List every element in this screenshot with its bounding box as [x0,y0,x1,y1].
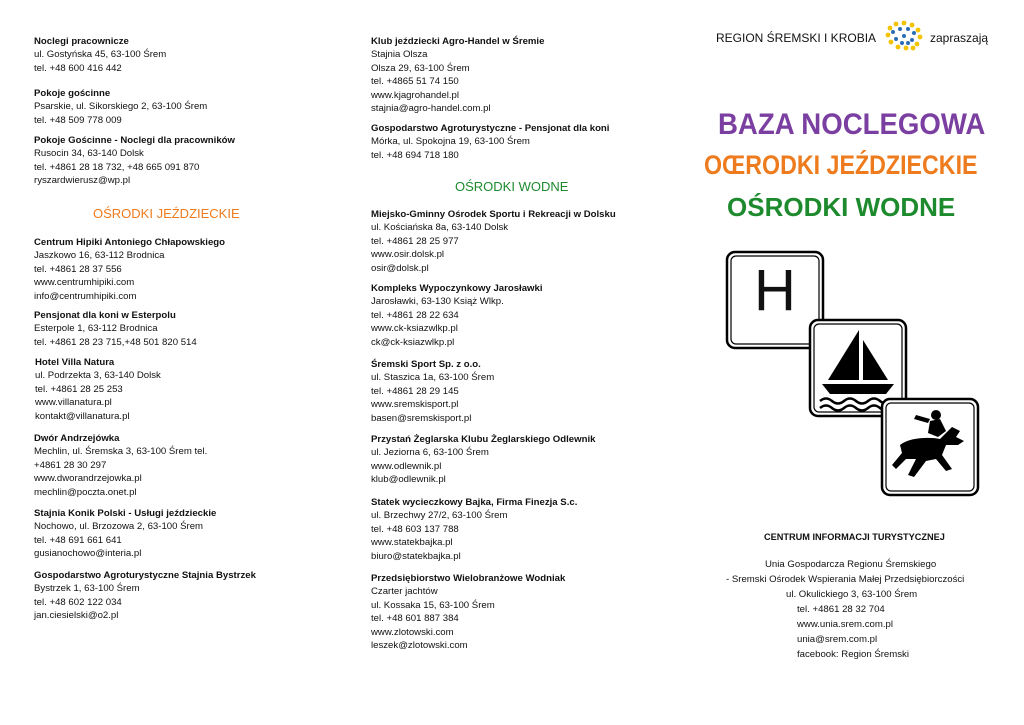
listing-line: Mórka, ul. Spokojna 19, 63-100 Śrem [371,136,530,148]
listing-villa-natura [35,356,161,423]
listing-name: Przedsiębiorstwo Wielobranżowe Wodniak [371,573,566,584]
horse-riding-sign [880,397,980,497]
listing-pokoje-goscinne [34,87,207,127]
listing-line: gusianochowo@interia.pl [34,548,142,560]
cit-phone: tel. +4861 28 32 704 [797,604,885,615]
listing-line: tel. +48 694 718 180 [371,149,459,161]
listing-line: Bystrzek 1, 63-100 Śrem [34,583,140,595]
listing-line: Psarskie, ul. Sikorskiego 2, 63-100 Śrem [34,101,208,113]
listing-name: Gospodarstwo Agroturystyczne - Pensjonat dla koni [371,123,610,134]
listing-osir-dolsk [371,208,616,275]
listing-sremski-sport [371,358,494,425]
invite-text: zapraszają [930,31,989,45]
listing-line: Esterpole 1, 63-112 Brodnica [34,323,158,335]
listing-line: info@centrumhipiki.com [34,290,137,302]
listing-line: www.kjagrohandel.pl [371,89,459,101]
listing-line: tel. +48 509 778 009 [34,114,122,126]
listing-name: Hotel Villa Natura [35,357,115,368]
listing-line: tel. +48 603 137 788 [371,523,459,535]
listing-name: Statek wycieczkowy Bajka, Firma Finezja S.c. [371,497,578,508]
listing-line: Czarter jachtów [371,586,438,598]
listing-name: Przystań Żeglarska Klubu Żeglarskiego Odlewnik [371,434,596,445]
listing-line: www.ck-ksiazwlkp.pl [371,323,458,335]
listing-line: biuro@statekbajka.pl [371,550,461,562]
listing-line: Stajnia Olsza [371,49,428,61]
region-text: REGION ŚREMSKI I KROBIA [716,31,877,45]
listing-name: Stajnia Konik Polski - Usługi jeździeckie [34,508,217,519]
listing-pokoje-goscinne-noclegi [34,134,235,188]
listing-line: +4861 28 30 297 [34,459,107,471]
listing-line: www.villanatura.pl [35,397,112,409]
listing-statek-bajka [371,496,577,563]
listing-line: stajnia@agro-handel.com.pl [371,103,491,115]
listing-line: klub@odlewnik.pl [371,474,446,486]
listing-name: Pokoje gościnne [34,88,111,99]
listing-line: Nochowo, ul. Brzozowa 2, 63-100 Śrem [34,521,204,533]
listing-line: tel. +4865 51 74 150 [371,76,459,88]
listing-line: www.odlewnik.pl [371,460,442,472]
listing-line: kontakt@villanatura.pl [35,410,130,422]
listing-line: tel. +48 600 416 442 [34,62,122,74]
hotel-sign-letter: H [754,258,796,323]
section-title-water: OŚRODKI WODNE [455,179,569,194]
cit-title: CENTRUM INFORMACJI TURYSTYCZNEJ [764,532,945,542]
listing-line: www.centrumhipiki.com [34,277,135,289]
listing-line: jan.ciesielski@o2.pl [34,610,119,622]
listing-line: www.osir.dolsk.pl [371,249,445,261]
listing-line: Rusocin 34, 63-140 Dolsk [34,148,144,160]
cit-line: - Sremski Ośrodek Wspierania Małej Przedsiębiorczości [726,574,965,585]
listing-przystan-odlewnik [371,433,595,487]
listing-line: ck@ck-ksiazwlkp.pl [371,336,455,348]
listing-agro-handel [371,35,544,115]
listing-name: Dwór Andrzejówka [34,433,120,444]
listing-line: ul. Brzechwy 27/2, 63-100 Śrem [371,510,508,522]
listing-line: ul. Gostyńska 45, 63-100 Śrem [34,49,167,61]
section-title-horse-riding: OŚRODKI JEŹDZIECKIE [93,206,240,221]
listing-line: tel. +48 691 661 641 [34,534,122,546]
listing-name: Śremski Sport Sp. z o.o. [371,359,481,370]
listing-name: Pensjonat dla koni w Esterpolu [34,310,176,321]
title-osrodki-wodne: OŚRODKI WODNE [727,192,956,222]
title-osrodki-jezdzieckie: OŒRODKI JEŹDZIECKIE [704,150,978,180]
region-header [716,31,876,45]
region-logo-icon [884,20,926,52]
listing-pensjonat-esterpole [34,309,197,349]
listing-name: Noclegi pracownicze [34,36,129,47]
listing-line: mechlin@poczta.onet.pl [34,486,137,498]
cit-website: www.unia.srem.com.pl [797,619,893,630]
listing-dwor-andrzejowka [34,432,207,499]
listing-line: ryszardwierusz@wp.pl [34,175,131,187]
cit-line: ul. Okulickiego 3, 63-100 Śrem [786,589,918,600]
listing-jaroslawki [371,282,543,349]
listing-line: Jarosławki, 63-130 Książ Wlkp. [371,296,504,308]
cit-facebook: facebook: Region Śremski [797,649,909,660]
listing-line: tel. +4861 28 29 145 [371,385,459,397]
listing-name: Gospodarstwo Agroturystyczne Stajnia Bystrzek [34,570,256,581]
listing-name: Pokoje Gościnne - Noclegi dla pracowników [34,135,235,146]
listing-line: tel. +4861 28 25 253 [35,383,123,395]
listing-line: ul. Jeziorna 6, 63-100 Śrem [371,447,489,459]
listing-line: basen@sremskisport.pl [371,412,472,424]
listing-wodniak [371,572,565,652]
listing-line: www.sremskisport.pl [371,399,459,411]
listing-line: osir@dolsk.pl [371,262,429,274]
listing-line: tel. +4861 28 37 556 [34,263,122,275]
listing-name: Miejsko-Gminny Ośrodek Sportu i Rekreacji w Dolsku [371,209,616,220]
listing-line: www.statekbajka.pl [371,537,453,549]
listing-stajnia-bystrzek [34,569,256,623]
listing-stajnia-konik-polski [34,507,216,561]
listing-line: ul. Podrzekta 3, 63-140 Dolsk [35,370,161,382]
cit-line: Unia Gospodarcza Regionu Śremskiego [765,559,937,570]
listing-name: Kompleks Wypoczynkowy Jarosławki [371,283,543,294]
listing-line: www.zlotowski.com [371,626,454,638]
listing-name: Klub jeździecki Agro-Handel w Śremie [371,36,545,47]
listing-line: www.dworandrzejowka.pl [34,473,142,485]
listing-name: Centrum Hipiki Antoniego Chłapowskiego [34,237,225,248]
listing-line: tel. +48 602 122 034 [34,596,122,608]
listing-line: Mechlin, ul. Śremska 3, 63-100 Śrem tel. [34,446,208,458]
cit-email: unia@srem.com.pl [797,634,878,645]
listing-line: tel. +4861 28 25 977 [371,235,459,247]
listing-line: tel. +48 601 887 384 [371,613,459,625]
listing-centrum-hipiki [34,236,225,303]
listing-line: Olsza 29, 63-100 Śrem [371,62,470,74]
listing-line: ul. Staszica 1a, 63-100 Śrem [371,372,495,384]
listing-line: ul. Kossaka 15, 63-100 Śrem [371,599,495,611]
listing-line: Jaszkowo 16, 63-112 Brodnica [34,250,165,262]
listing-line: ul. Kościańska 8a, 63-140 Dolsk [371,222,509,234]
listing-pensjonat-morka [371,122,609,162]
horse-rider-icon [880,397,980,497]
listing-line: tel. +4861 28 22 634 [371,309,459,321]
listing-line: tel. +4861 28 18 732, +48 665 091 870 [34,161,200,173]
title-baza-noclegowa: BAZA NOCLEGOWA [718,108,986,141]
listing-noclegi-pracownicze [34,35,166,75]
listing-line: tel. +4861 28 23 715,+48 501 820 514 [34,336,197,348]
listing-line: leszek@zlotowski.com [371,640,468,652]
